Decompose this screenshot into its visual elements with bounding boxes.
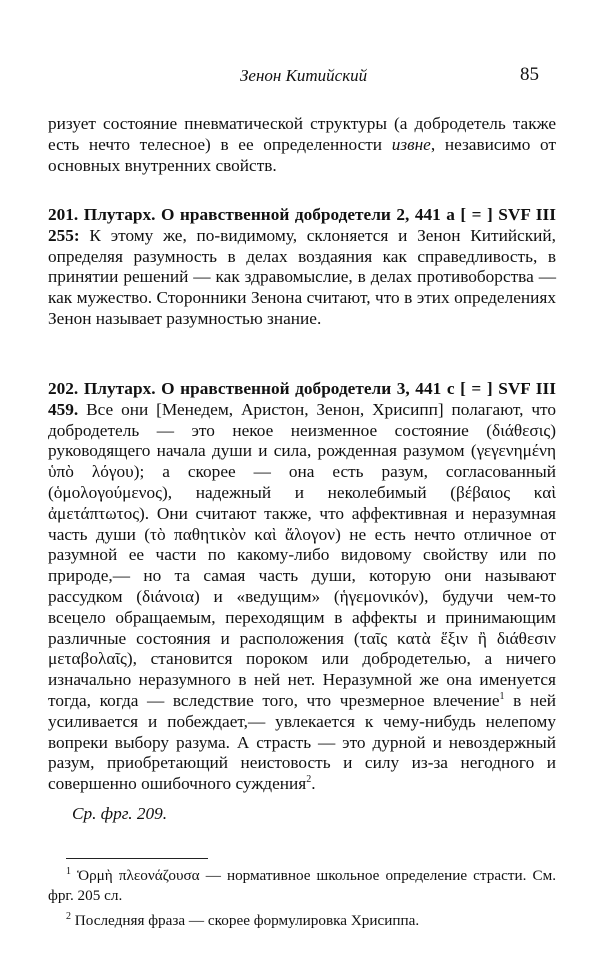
fragment-202-text-part-1: Все они [Менедем, Аристон, Зенон, Хрисипп] полагают, что добродетель — это некое неизменное состояние (διάθεσις) руководящего начала души и сила, рожденная разумом (γεγενημένη ὑπὸ λόγου); а скорее — она есть разум, согласованный (ὁμολογούμενος), надежный и неколебимый (βέβαιος καὶ ἀμετάπτωτος). Они считают также, что аффективная и неразумная часть души (τὸ παθητικὸν καὶ ἄλογον) не есть нечто отличное от разумной ее части по какому-либо видовому свойству или по природе,— но та самая часть души, которую они называют рассудком (διάνοια) и «ведущим» (ἡγεμονικόν), будучи чем-то всецело обращаемым, переходящим в аффекты и принимающим различные состояния и расположения (ταῖς κατὰ ἕξιν ἢ διάθεσιν μεταβολαῖς), становится пороком или добродетелью, а ничего изначально неразумного в ней нет. Неразумной же она именуется тогда, когда — вследствие того, что чрезмерное влечение [48, 399, 556, 710]
footnote-ref-2[interactable]: 2 [306, 774, 312, 786]
fragment-202-heading: 202. Плутарх. О нравственной добродетели 3, 441 с [ = ] SVF III 459. [48, 379, 556, 419]
fragment-202-text-part-2: в ней усиливается и побеждает,— увлекается к чему-нибудь нелепому вопреки выбору разума. А страсть — это дурной и невоздержный разум, приобретающий неистовость и силу из-за негодного и совершенно ошибочного суждения [48, 690, 557, 794]
footnote-2 [48, 911, 556, 931]
footnotes [48, 866, 556, 931]
fragment-201 [48, 205, 556, 330]
italic-word: извне [391, 134, 431, 154]
continuation-text-start: ризует состояние пневматической структуры (а добродетель также есть нечто телесное) в ее определенности [48, 114, 556, 154]
footnote-1-text: Ὁρμὴ πλεονάζουσα — нормативное школьное определение страсти. См. фрг. 205 сл. [48, 867, 556, 904]
cross-reference: Ср. фрг. 209. [72, 804, 168, 823]
footnote-mark-2: 2 [66, 911, 71, 923]
continuation-paragraph [48, 114, 556, 176]
footnote-mark-1: 1 [66, 865, 71, 877]
page-header [0, 66, 600, 92]
page-number: 85 [520, 64, 539, 85]
fragment-201-text: К этому же, по-видимому, склоняется и Зенон Китийский, определяя разумность в делах воздаяния как справедливость, в принятии решений — как здравомыслие, в делах противоборства — как мужество. Сторонники Зенона считают, что в этих определениях Зенон называет разумностью знание. [48, 225, 556, 328]
running-title: Зенон Китийский [240, 66, 368, 85]
footnote-ref-1[interactable]: 1 [499, 691, 505, 703]
footnote-2-text: Последняя фраза — скорее формулировка Хрисиппа. [71, 912, 420, 930]
fragment-202-text-part-3: . [311, 774, 316, 794]
footnote-divider [66, 858, 208, 859]
fragment-201-heading: 201. Плутарх. О нравственной добродетели 2, 441 а [ = ] SVF III 255: [48, 205, 556, 245]
footnote-1 [48, 866, 556, 905]
fragment-202 [48, 379, 556, 795]
continuation-text-end: , независимо от основных внутренних свойств. [48, 134, 556, 175]
